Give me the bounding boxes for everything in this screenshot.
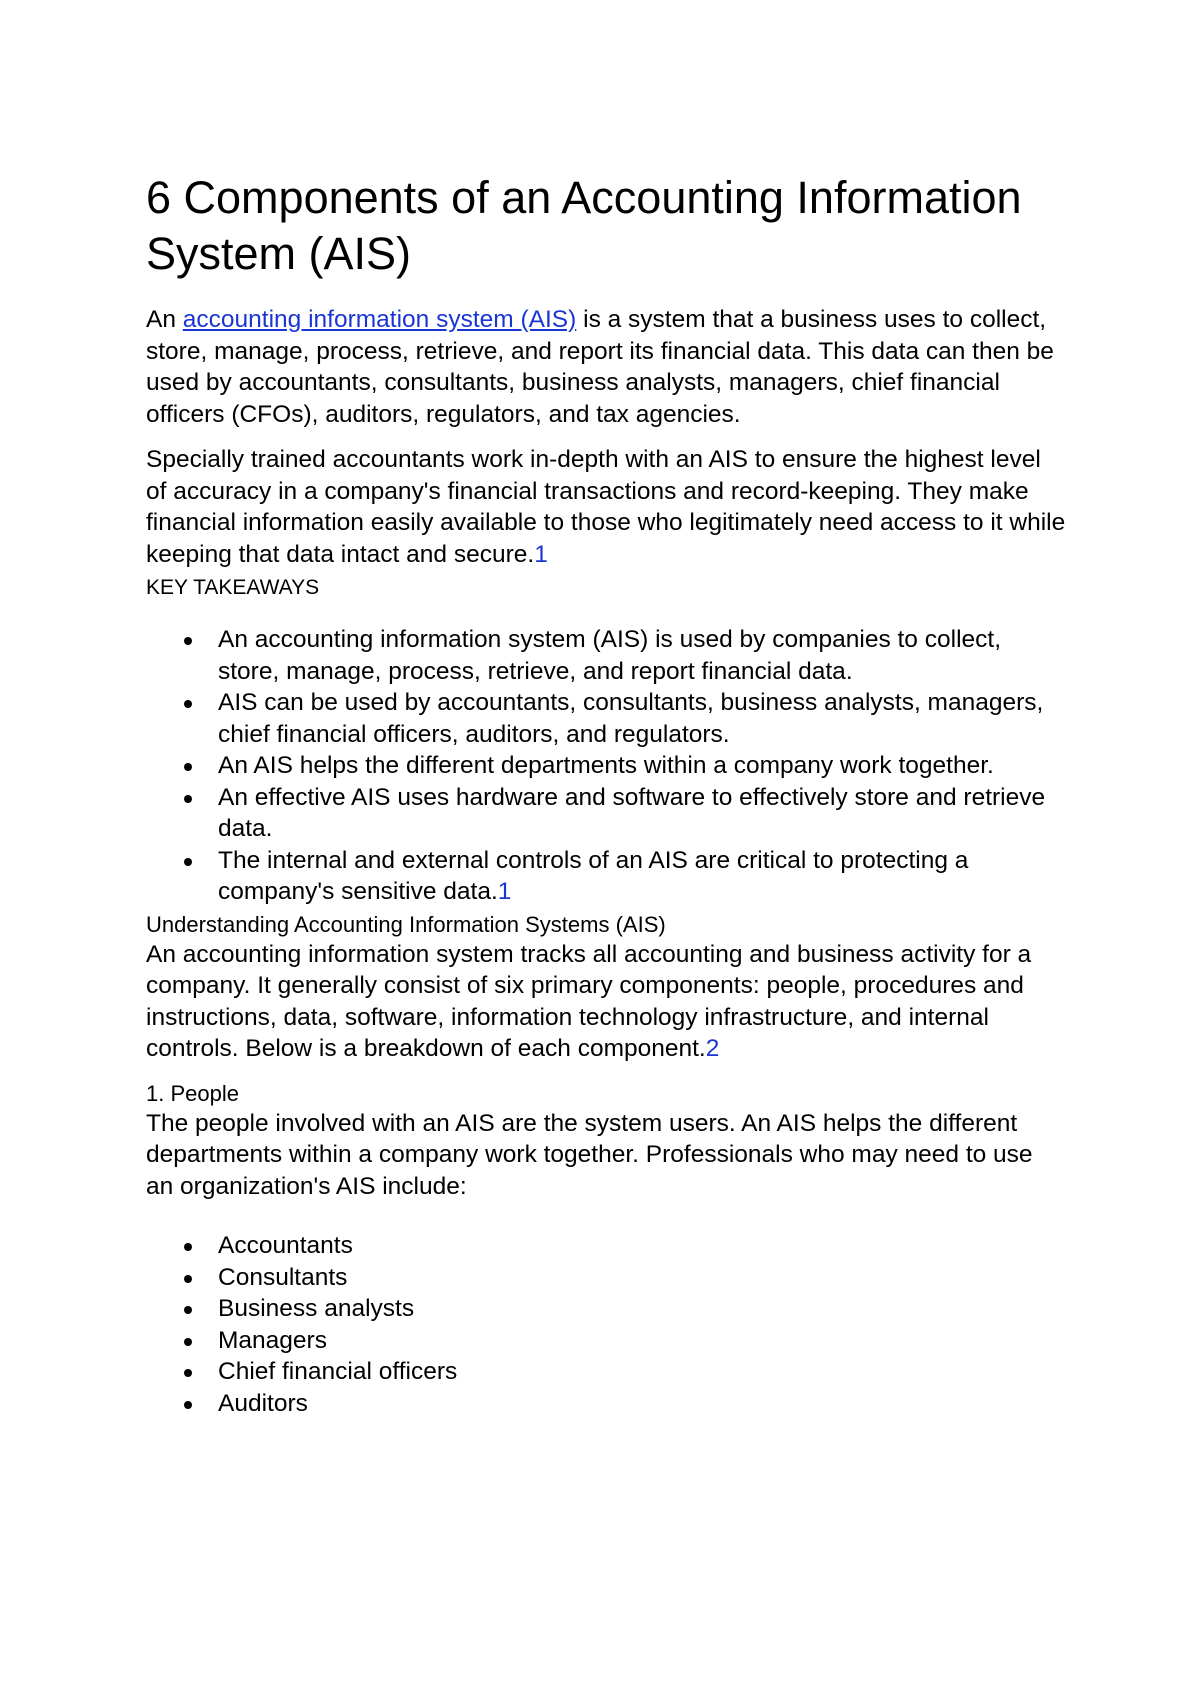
accountants-paragraph: [146, 444, 1066, 570]
footnote-ref-1[interactable]: 1: [534, 540, 548, 568]
takeaway-text: An accounting information system (AIS) is used by companies to collect, store, manage, process, retrieve, and report financial data.: [218, 626, 1001, 685]
bullet-icon: [184, 1275, 192, 1283]
list-item: [146, 624, 1066, 687]
intro-paragraph: [146, 304, 1066, 430]
people-item-text: Business analysts: [218, 1295, 415, 1322]
bullet-icon: [184, 700, 192, 708]
takeaway-text: The internal and external controls of an AIS are critical to protecting a company's sensitive data.: [218, 846, 969, 905]
bullet-icon: [184, 1338, 192, 1346]
takeaway-text: AIS can be used by accountants, consultants, business analysts, managers, chief financial officers, auditors, and regulators.: [218, 689, 1044, 748]
people-heading: 1. People: [146, 1080, 239, 1106]
people-item-text: Consultants: [218, 1263, 348, 1291]
footnote-ref-1[interactable]: 1: [497, 878, 512, 905]
ais-definition-link[interactable]: accounting information system (AIS): [182, 306, 577, 333]
list-item: [146, 687, 1066, 750]
page-title: 6 Components of an Accounting Information System (AIS): [146, 172, 1022, 279]
bullet-icon: [184, 1243, 192, 1251]
document-page: [146, 170, 1066, 1421]
bullet-icon: [184, 763, 192, 771]
list-item: [146, 1293, 1066, 1325]
takeaway-text: An effective AIS uses hardware and software to effectively store and retrieve data.: [218, 783, 1046, 842]
list-item: [146, 1230, 1066, 1262]
footnote-ref-2[interactable]: 2: [705, 1035, 720, 1062]
list-item: [146, 1325, 1066, 1357]
people-item-text: Accountants: [218, 1232, 353, 1259]
list-item: [146, 1356, 1066, 1388]
bullet-icon: [184, 1401, 192, 1409]
list-item: [146, 782, 1066, 845]
understanding-paragraph: [146, 939, 1066, 1065]
people-item-text: Auditors: [218, 1389, 308, 1417]
intro-prefix: An: [146, 306, 183, 333]
people-item-text: Managers: [218, 1326, 327, 1354]
people-paragraph: The people involved with an AIS are the system users. An AIS helps the different departments within a company work together. Professionals who may need to use an organization's AIS include:: [146, 1109, 1033, 1200]
takeaway-text: An AIS helps the different departments within a company work together.: [218, 752, 994, 779]
list-item: [146, 750, 1066, 782]
bullet-icon: [184, 1306, 192, 1314]
intro-suffix: is a system that a business uses to collect, store, manage, process, retrieve, and report its financial data. This data can then be used by accountants, consultants, business analysts, managers, chief financial officers (CFOs), auditors, regulators, and tax agencies.: [146, 306, 1054, 428]
list-item: [146, 1262, 1066, 1294]
key-takeaways-list: [146, 624, 1066, 908]
understanding-heading: Understanding Accounting Information Systems (AIS): [146, 911, 666, 937]
bullet-icon: [184, 1369, 192, 1377]
bullet-icon: [184, 858, 192, 866]
people-list: [146, 1230, 1066, 1419]
people-item-text: Chief financial officers: [218, 1358, 458, 1385]
list-item: [146, 1388, 1066, 1420]
understanding-text: An accounting information system tracks all accounting and business activity for a company. It generally consist of six primary components: people, procedures and instructions, data, software, information technology infrastructure, and internal controls. Below is a breakdown of each component.: [146, 940, 1032, 1062]
bullet-icon: [184, 637, 192, 645]
list-item: [146, 845, 1066, 908]
key-takeaways-heading: KEY TAKEAWAYS: [146, 576, 320, 599]
bullet-icon: [184, 795, 192, 803]
accountants-text: Specially trained accountants work in-depth with an AIS to ensure the highest level of accuracy in a company's financial transactions and record-keeping. They make financial information easily available to those who legitimately need access to it while keeping that data intact and secure.: [146, 446, 1066, 568]
